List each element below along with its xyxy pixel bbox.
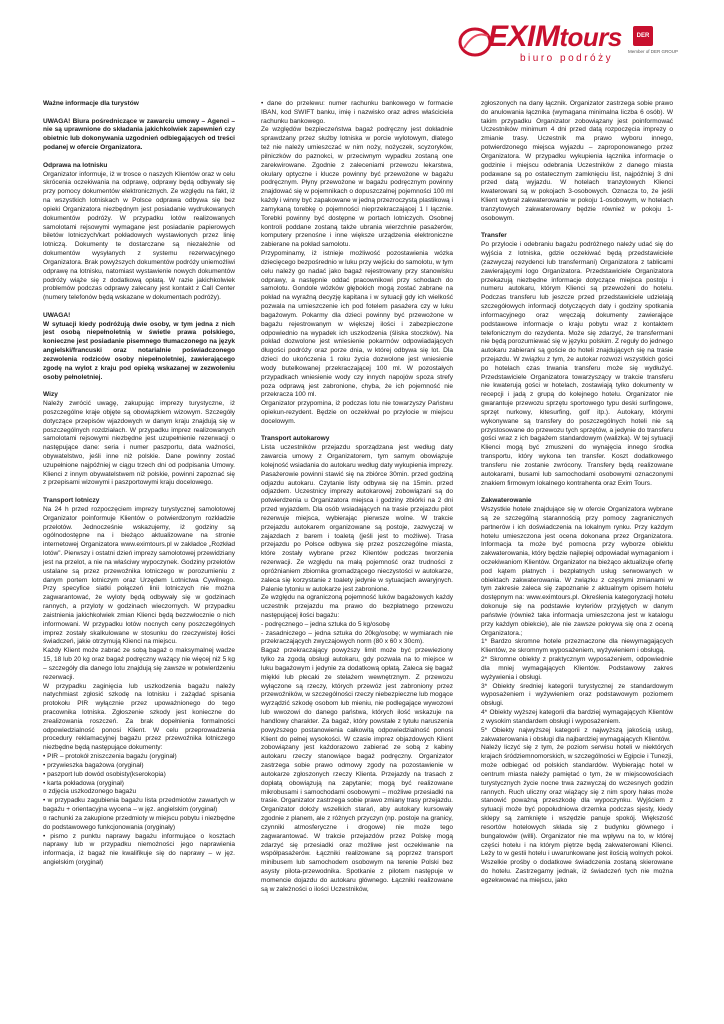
list-item: • w przypadku zagubienia bagażu lista przedmiotów zawartych w bagażu + orientacyjna wycena – w jęz. angielskim (oryginał) <box>43 797 235 814</box>
exim-tours-logo <box>458 20 679 64</box>
list-item: ¤ zdjęcia uszkodzonego bagażu <box>43 788 137 796</box>
logo-swoosh-icon <box>458 26 492 58</box>
list-item: 4* Obiekty wyższej kategorii dla bardziej wymagających Klientów z wysokim standardem obsługi i wyposażeniem. <box>481 709 673 725</box>
paragraph-accommodation-2: Należy liczyć się z tym, że poziom serwisu hoteli w niektórych krajach śródziemnomorskich, w szczególności w Egipcie i Tunezji, może odbiegać od polskich standardów. Wybierając hotel w centrum miasta należy pamiętać o tym, że w miejscowościach turystycznych życie nocne trwa zazwyczaj do wczesnych godzin rannych. Ruch uliczny oraz wiążący się z nim spory hałas może stanowić poważną przeszkodę dla wypoczynku. Wyjściem z sytuacji może być popołudniowa drzemka podczas sjesty, kiedy sklepy są zamknięte i wszędzie panuje spokój. Większość resortów hotelowych składa się z budynku głównego i bungalowów (willi). Organizator nie ma wpływu na to, w której części hotelu i na którym piętrze będą zakwaterowani Klienci. Leży to w gestii hotelu i uwarunkowane jest ilością wolnych pokoi. Wszelkie prośby o dodatkowe świadczenia zostaną skierowane do hotelu. Zastrzegamy jednak, iż świadczeń tych nie można egzekwować na miejscu, jako <box>481 744 673 884</box>
paragraph-connector: zgłoszonych na dany łącznik. Organizator zastrzega sobie prawo do anulowania łącznika (wymagana minimalna liczba 6 osób). W takim przypadku Organizator zobowiązany jest poinformować Uczestników minimum 4 dni przed datą rozpoczęcia imprezy o zmianie trasy. Uczestnik ma prawo wyboru innego, potwierdzonego miejsca wyjazdu – zaproponowanego przez Organizatora. W przypadku wykupienia łącznika informacje o godzinie i miejscu odebrania Uczestników z danego miasta podawane są po ostatecznym zamknięciu list, najpóźniej 3 dni przed datą wyjazdu. W hotelach tranzytowych Klienci kwaterowani są w pokojach 3-osobowych. Oznacza to, że jeśli Klient wybrał zakwaterowanie w pokoju 1-osobowym, w hotelach tranzytowych zakwaterowany będzie również w pokoju 1-osobowym. <box>481 100 673 222</box>
paragraph-coach-2: Ze względu na ograniczoną pojemność luków bagażowych każdy uczestnik przejazdu ma prawo do bezpłatnego przewozu następującej ilości bagażu: <box>261 594 453 619</box>
paragraph-odprawa: Organizator informuje, iż w trosce o naszych Klientów oraz w celu skrócenia oczekiwania na odprawę, odprawy będą odbywały się przy pomocy dokumentów elektronicznych. Ze względu na fakt, iż na wszystkich lotniskach w Polsce odprawa odbywa się bez opieki Organizatora niezbędnym jest posiadanie wydrukowanych dokumentów podróży. W przypadku lotów realizowanych samolotami rejsowymi wymagane jest posiadanie papierowych biletów lotniczych/kart pokładowych wystawionych przez linię lotniczą. Dokumenty te dostarczane są niezależnie od dokumentów wysyłanych z systemu rezerwacyjnego Organizatora. Brak powyższych dokumentów podróży uniemożliwi odprawę na lotnisku, natomiast wystawienie nowych dokumentów podróży wiąże się z dodatkową opłatą. W razie jakichkolwiek problemów podczas odprawy zalecany jest kontakt z Call Center (numery telefonów będą wskazane w dokumentach podróży). <box>43 170 235 302</box>
agent-warning: UWAGA! Biura pośredniczące w zawarciu umowy – Agenci – nie są uprawnione do składania jakichkolwiek zapewnień czy obietnic lub dokonywania uzgodnień odbiegających od treści podanej w ofercie Organizatora. <box>43 117 235 152</box>
minor-travel-warning: W sytuacji kiedy podróżują dwie osoby, w tym jedna z nich jest osobą niepełnoletnią w świetle prawa polskiego, konieczne jest posiadanie pisemnego tłumaczonego na język angielski/francuski oraz notarialnie poświadczonego zezwolenia rodziców osoby niepełnoletniej, zawierającego zgodę na wylot z kraju pod opieką wskazanej w zezwoleniu osoby pełnoletniej. <box>43 320 235 381</box>
paragraph-transport-2: Każdy Klient może zabrać ze sobą bagaż o maksymalnej wadze 15, 18 lub 20 kg oraz bagaż podręczny ważący nie więcej niż 5 kg – szczegóły dla danego lotu znajdują się zawsze w potwierdzeniu rezerwacji. <box>43 647 235 681</box>
section-heading-zakwaterowanie: Zakwaterowanie <box>481 497 532 505</box>
list-item: - podręcznego – jedna sztuka do 5 kg/osobę <box>261 620 390 628</box>
paragraph-accommodation-1: Wszystkie hotele znajdujące się w ofercie Organizatora wybrane są ze szczególną starannością przy pomocy zagranicznych partnerów i ich doświadczenia na lokalnym rynku. Przy każdym hotelu umieszczona jest ocena dokonana przez Organizatora. Informacja ta może być pomocna przy wyborze obiektu zakwaterowania, który będzie najlepiej odpowiadał wymaganiom i oczekiwaniom Klientów. Organizator na bieżąco aktualizuje ofertę pod kątem płatnych i bezpłatnych usług serwowanych w obiektach zakwaterowania. W związku z częstymi zmianami w tym zakresie zaleca się zapoznanie z aktualnym opisem hotelu dostępnym na: www.eximtours.pl. Określenia kategoryzacji hotelu dokonuje się na podstawie kryteriów przyjętych w danym państwie (również taka informacja umieszczona jest w katalogu przy każdym obiekcie), ale nie zawsze pokrywa się ona z oceną Organizatora.; <box>481 506 673 637</box>
der-group-text: Member of DER GROUP <box>628 49 679 54</box>
list-item: - zasadniczego – jedna sztuka do 20kg/osobę; w wymiarach nie przekraczających zwyczajowych norm (80 x 60 x 30cm). <box>261 629 453 646</box>
der-badge-label: DER <box>636 33 650 39</box>
list-item: 5* Obiekty najwyższej kategorii z najwyższą jakością usług, zakwaterowania i obsługi dla najbardziej wymagających Klientów. <box>481 726 673 743</box>
section-heading-transfer: Transfer <box>481 232 507 240</box>
list-item: ¤ rachunki za zakupione przedmioty w miejscu pobytu i niezbędne do podstawowego funkcjonowania (oryginały) <box>43 814 235 831</box>
der-group-badge <box>633 26 653 46</box>
list-item: 1* Bardzo skromne hotele przeznaczone dla niewymagających Klientów, ze skromnym wyposażeniem, wyżywieniem i obsługą. <box>481 638 673 655</box>
section-heading-wizy: Wizy <box>43 391 58 399</box>
logo-subtitle: biuro podróży <box>520 53 614 64</box>
list-item: • przywieszka bagażowa (oryginał) <box>43 761 144 769</box>
list-item: • pismo z punktu naprawy bagażu informujące o kosztach naprawy lub w przypadku niemożności jego naprawienia informacja, iż bagaż nie kwalifikuje się do naprawy – w jęz. angielskim (oryginał) <box>43 832 235 867</box>
paragraph-wizy: Należy zwrócić uwagę, zakupując imprezy turystyczne, iż poszczególne kraje objęte są obowiązkiem wizowym. Szczegóły dotyczące przepisów wjazdowych w danym kraju znajdują się w poszczególnych rozdziałach. W przypadku imprez realizowanych samolotami rejsowymi niezbędne jest uzupełnienie rezerwacji o następujące dane: seria i numer paszportu, data ważności, obywatelstwo, jeśli inne niż polskie. Dane powinny zostać uzupełnione najpóźniej w ciągu trzech dni od podpisania Umowy. Klienci z innym obywatelstwem niż polskie, powinni zapoznać się z przepisami wizowymi i paszportowymi kraju docelowego. <box>43 400 235 487</box>
column-1 <box>43 100 235 868</box>
section-heading-transport-autokarowy: Transport autokarowy <box>261 435 330 443</box>
column-2 <box>261 100 453 895</box>
paragraph-organizer-note: Organizator przypomina, iż podczas lotu nie towarzyszy Państwu opiekun-rezydent. Będzie on oczekiwał po przylocie w miejscu docelowym. <box>261 400 453 425</box>
paragraph-bank-data: • dane do przelewu: numer rachunku bankowego w formacie IBAN, kod SWIFT banku, imię i nazwisko oraz adres właściciela rachunku bankowego. <box>261 100 453 125</box>
paragraph-transport-1: Na 24 h przed rozpoczęciem imprezy turystycznej samolotowej Organizator poinformuje Klientów o potwierdzonym rozkładzie przelotów. Jednocześnie wskazujemy, iż godziny są ogólnodostępne na i bieżąco aktualizowane na stronie internetowej Organizatora www.eximtours.pl w zakładce „Rozkład lotów”. Pierwszy i ostatni dzień imprezy samolotowej przewidziany jest na przelot, a nie na właściwy wypoczynek. Godziny przelotów ustalane są przez przewoźnika lotniczego w porozumieniu z danym portem lotniczym oraz Urzędem Lotnictwa Cywilnego. Przy specyfice siatki połączeń linii lotniczych nie można zagwarantować, że wyloty będą odbywały się w godzinach rannych, a przyloty w godzinach wieczornych. W przypadku zaistnienia jakichkolwiek zmian Klienci będą bezzwłocznie o nich informowani. W przypadku lotów nocnych ceny poszczególnych imprez zostały skalkulowane w stosunku do rzeczywistej ilości świadczeń, jakie otrzymują Klienci na miejscu. <box>43 505 235 646</box>
list-item: • paszport lub dowód osobisty(kserokopia) <box>43 770 166 778</box>
paragraph-stroller: Przypominamy, iż istnieje możliwość pozostawienia wózka dziecięcego bezpośrednio w luku przy wejściu do samolotu, w tym celu należy go nadać jako bagaż rejestrowany przy stanowisku odprawy, a następnie oddać pracownikowi przy schodach do samolotu. Gondole wózków głębokich mogą zostać zabrane na pokład na wyraźną decyzję kapitana i w sytuacji gdy ich wielkość pozwala na umieszczenie ich pod fotelem pasażera czy w luku bagażowym. Pokarmy dla dzieci powinny być przewożone w bagażu rejestrowanym w większej ilości i zabezpieczone odpowiednio na wypadek ich uszkodzenia (śliska stoczków). Na pokład dozwolone jest wniesienie pokarmów odpowiadających długości podróży oraz porze dnia, w której odbywa się lot. Dla dzieci do ukończenia 1 roku życia dozwolone jest wniesienie wody butelkowanej przekraczającej 100 ml. W pozostałych przypadkach wniesienie wody czy innych napojów spoza strefy poza odprawą jest zabronione, chyba, że ich pojemność nie przekracza 100 ml. <box>261 250 453 399</box>
section-heading-odprawa: Odprawa na lotnisku <box>43 161 108 169</box>
list-item: • karta pokładowa (oryginał) <box>43 779 124 787</box>
paragraph-transfer: Po przylocie i odebraniu bagażu podróżnego należy udać się do wyjścia z lotniska, gdzie oczekiwać będą przedstawiciele (zazwyczaj rezydenci lub transfermani) Organizatora z tablicami zawierającymi logo Organizatora. Przedstawiciele Organizatora przekazują niezbędne informacje dotyczące miejsca postoju i numeru autokaru, którym Klienci są przewożeni do hotelu. Podczas transferu lub jeszcze przed przedstawiciele udzielają szczegółowych informacji dotyczących daty i godziny spotkania informacyjnego oraz wręczają dokumenty zawierające podstawowe informacje o kraju pobytu wraz z kontaktem telefonicznym do rezydenta. Może się zdarzyć, że transfermani nie będą porozumiewać się w języku polskim. Z reguły do jednego autokaru zabierani są goście do hoteli znajdujących się na trasie przejazdu. W związku z tym, że autokar rozwozi wszystkich gości po hotelach czas trwania transferu może się wydłużyć. Przedstawiciele Organizatora towarzyszący w trakcie transferu nie kwaterują gości w hotelach, zostawiają tylko dokumenty w recepcji i jadą z grupą do kolejnego hotelu. Organizator nie gwarantuje przewozu sprzętu sportowego typu deski surfingowe, sprzęt nurkowy, kitesurfing, golf itp.). Autokary, którymi wykonywane są transfery do poszczególnych hoteli nie są przystosowane do przewozu tych sprzętów, a jedynie do transferu gości wraz z ich bagażem standardowym (walizka). W tej sytuacji Klienci mogą być zmuszeni do wynajęcia innego środka transportu, który wykona ten transfer. Koszt dodatkowego transferu nie zostanie zwrócony. Transfery będą realizowane autokarami, busami lub samochodami osobowymi oznaczonymi znakiem firmowym lokalnego kontrahenta oraz Exim Tours. <box>481 241 673 487</box>
paragraph-security: Ze względów bezpieczeństwa bagaż podręczny jest dokładnie sprawdzany przez służby lotniska w porcie wylotowym, dlatego też nie należy umieszczać w nim noży, nożyczek, scyzoryków, pilniczków do paznokci, w przeciwnym wypadku zostaną one zarekwirowane. Zgodnie z zaleceniami przewozu lekarstwa, okulary optyczne i klucze powinny być przewożone w bagażu podręcznym. Płyny przewożone w bagażu podręcznym powinny znajdować się w pojemnikach o dopuszczalnej pojemności 100 ml każdy i winny być zapakowane w jedną przezroczystą plastikową i zamykaną torebkę o pojemności nieprzekraczającej 1 l łącznie. Torebki powinny być dostępne w portach lotniczych. Osobnej kontroli poddane zostaną także ubrania wierzchnie pasażerów, komputery przenośne i inne większe urządzenia elektroniczne zabierane na pokład samolotu. <box>261 126 453 249</box>
logo-brand: EXIM <box>488 20 560 53</box>
paragraph-transport-3: W przypadku zaginięcia lub uszkodzenia bagażu należy natychmiast zgłosić szkodę na lotnisku i zażądać spisania protokołu PIR wyłącznie przez upoważnionego do tego pracownika lotniska. Zgłoszenie szkody jest konieczne do zrealizowania roszczeń. Za brak dopełnienia formalności odpowiedzialność ponosi Klient. W celu przeprowadzenia procedury reklamacyjnej bagażu przez przewoźnika lotniczego niezbędne będą następujące dokumenty: <box>43 682 235 752</box>
logo-brand-suffix: tours <box>559 22 622 52</box>
column-3 <box>481 100 673 886</box>
paragraph-coach-3: Bagaż przekraczający powyższy limit może być przewieziony tylko za zgodą obsługi autokaru, gdy pozwala na to miejsce w luku bagażowym i jedynie za dodatkową opłatą. Zaleca się bagaż miękki lub plecaki ze stelażem wewnętrznym. Z przewozu wyłączone są rzeczy, których przewóz jest zabroniony przez przewoźników, w szczególności rzeczy niebezpieczne lub mogące wyrządzić szkodę osobom lub mieniu, nie podlegające wywozowi lub wwozowi do danego państwa, których ilość wskazuje na handlowy charakter. Za bagaż, który powstałe z tytułu naruszenia powyższego postanowienia całkowitą odpowiedzialność ponosi Klient do pełnej wysokości. W czasie imprez objazdowych Klient zobowiązany jest każdorazowo zabierać ze sobą z kabiny autokaru rzeczy stanowiące bagaż podręczny. Organizator zastrzega sobie prawo odmowy zgody na pozostawienie w autokarze zgłoszonych rzeczy Klienta. Przejazdy na trasach z dopłatą obowiązują na zapytanie; mogą być realizowane mikrobusami i samochodami osobowymi – możliwe przesiadki na trasie. Organizator zastrzega sobie prawo zmiany trasy przejazdu. Organizator dołoży wszelkich starań, aby autokary kursowały zgodnie z planem, ale z różnych przyczyn (np. postoje na granicy, czynniki atmosferyczne i drogowe) nie może tego zagwarantować. W trakcie przejazdów przez Polskę mogą zdarzyć się przesiadki oraz możliwe jest oczekiwanie na współpasażerów. Łączniki realizowane są poprzez transport minibusem lub samochodem osobowym na terenie Polski bez asysty pilota-przewodnika. Spotkanie z pilotem następuje w momencie dojazdu do autokaru głównego. Łączniki realizowane są w zależności o ilości Uczestników, <box>261 647 453 893</box>
list-item: • PIR – protokół zniszczenia bagażu (oryginał) <box>43 753 177 761</box>
paragraph-coach-1: Lista uczestników przejazdu sporządzana jest według daty zawarcia umowy z Organizatorem, tym samym obowiązuje kolejność wsiadania do autokaru według daty wykupienia imprezy. Pasażerowie powinni stawić się na zbiórce 30min. przed godziną odjazdu autokaru. Czytanie listy odbywa się na 15min. przed odjazdem. Uczestnicy imprezy autokarowej zobowiązani są do potwierdzenia u Organizatora miejsca i godziny zbiórki na 2 dni przed wyjazdem. Dla osób wsiadających na trasie przejazdu pilot rezerwuje miejsca, wybierając pierwsze wolne. W trakcie przejazdu autokarem organizowane są postoje, zazwyczaj w zajazdach z barem i toaletą (jeśli jest to możliwe). Trasa przejazdu po Polsce odbywa się przez poszczególne miasta, które zostały wybrane przez Klientów podczas tworzenia rezerwacji. Ze względu na małą pojemność oraz trudności z opróżnianiem zbiornika gromadzącego nieczystości w autokarze, zaleca się korzystanie z toalety jedynie w sytuacjach awaryjnych. Palenie tytoniu w autokarze jest zabronione. <box>261 444 453 593</box>
logo-wordmark <box>488 22 622 52</box>
uwaga-heading: UWAGA! <box>43 311 71 319</box>
section-heading-transport-lotniczy: Transport lotniczy <box>43 497 100 505</box>
list-item: 3* Obiekty średniej kategorii turystycznej ze standardowym wyposażeniem i wyżywieniem oraz podstawowym poziomem obsługi. <box>481 682 673 708</box>
list-item: 2* Skromne obiekty z praktycznym wyposażeniem, odpowiednie dla mniej wymagających Klientów. Podstawowy zakres wyżywienia i obsługi. <box>481 656 673 681</box>
document-title: Ważne informacje dla turystów <box>43 100 139 107</box>
